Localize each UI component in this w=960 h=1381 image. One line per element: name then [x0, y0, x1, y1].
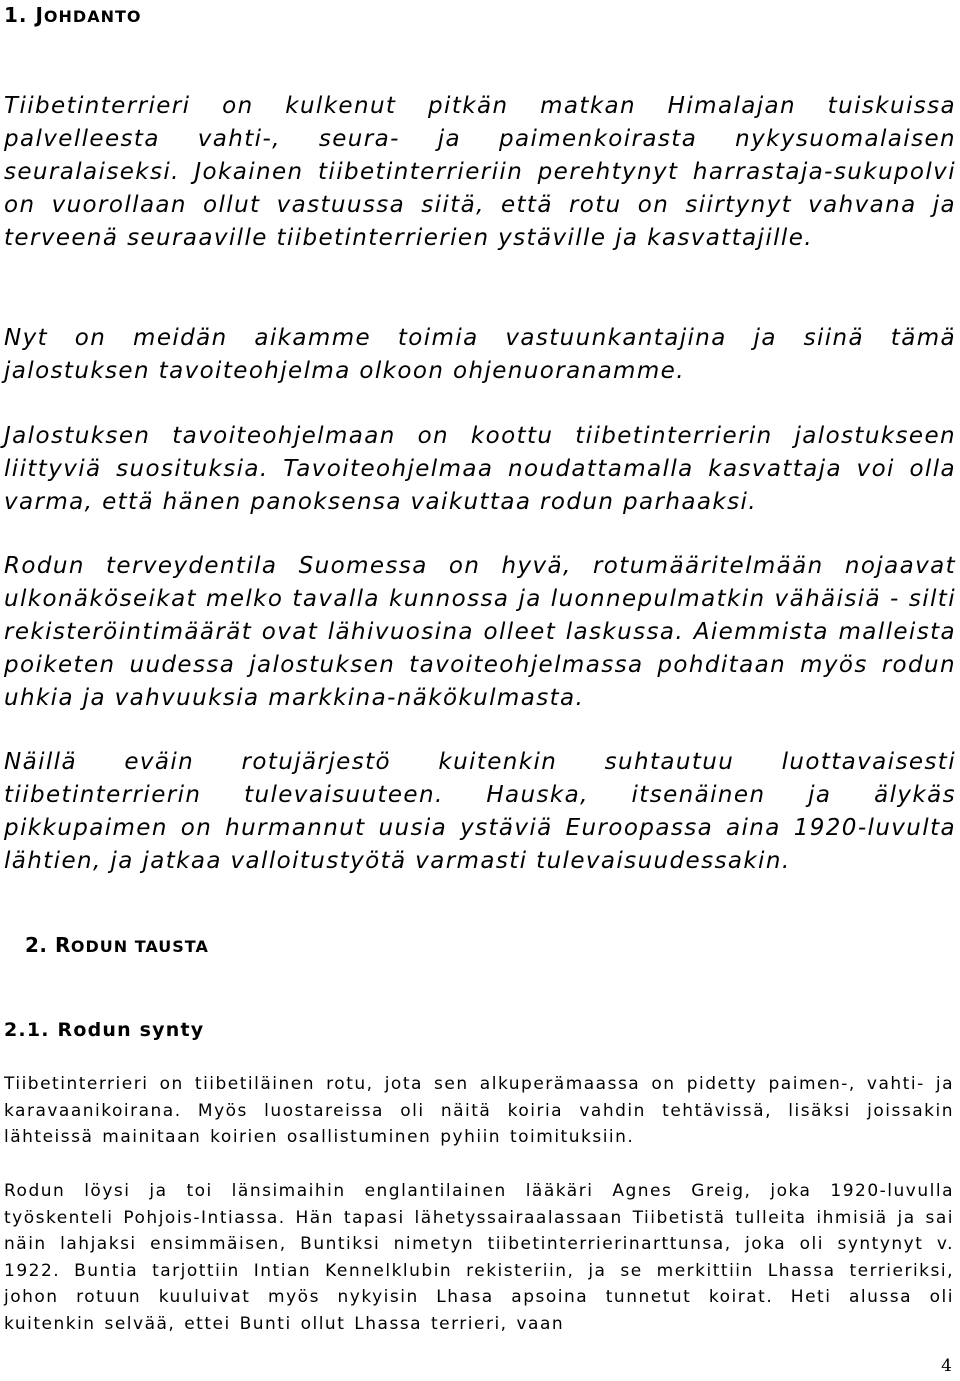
heading-text: OHDANTO	[43, 7, 142, 26]
page-number: 4	[941, 1356, 952, 1376]
heading-number: 2. R	[25, 933, 71, 957]
subsection-heading-rodun-synty: 2.1. Rodun synty	[4, 1019, 205, 1041]
body-paragraph-1: Tiibetinterrieri on tiibetiläinen rotu, jota sen alkuperämaassa on pidetty paimen-, vahti- ja karavaanikoirana. Myös luostareissa oli näitä koiria vahdin tehtävissä, lisäksi joissakin lähteissä mainitaan koirien osallistuminen pyhiin toimituksiin.	[4, 1074, 954, 1147]
intro-paragraph-1: Tiibetinterrieri on kulkenut pitkän matkan Himalajan tuiskuissa palvelleesta vahti-, seura- ja paimenkoirasta nykysuomalaisen seuralaiseksi. Jokainen tiibetinterrieriin perehtynyt harrastaja-sukupolvi on vuorollaan ollut vastuussa siitä, että rotu on siirtynyt vahvana ja terveenä seuraaville tiibetinterrierien ystäville ja kasvattajille.	[4, 93, 956, 251]
intro-paragraph-3: Jalostuksen tavoiteohjelmaan on koottu tiibetinterrierin jalostukseen liittyviä suosituksia. Tavoiteohjelmaa noudattamalla kasvattaja voi olla varma, että hänen panoksensa vaikuttaa rodun parhaaksi.	[4, 423, 956, 515]
heading-number: 1. J	[4, 3, 44, 27]
intro-paragraph-5: Näillä eväin rotujärjestö kuitenkin suhtautuu luottavaisesti tiibetinterrierin tulevaisuuteen. Hauska, itsenäinen ja älykäs pikkupaimen on hurmannut uusia ystäviä Euroopassa aina 1920-luvulta lähtien, ja jatkaa valloitustyötä varmasti tulevaisuudessakin.	[4, 749, 956, 874]
intro-paragraph-4: Rodun terveydentila Suomessa on hyvä, rotumääritelmään nojaavat ulkonäköseikat melko tavalla kunnossa ja luonnepulmatkin vähäisiä - silti rekisteröintimäärät ovat lähivuosina olleet laskussa. Aiemmista malleista poiketen uudessa jalostuksen tavoiteohjelmassa pohditaan myös rodun uhkia ja vahvuuksia markkina-näkökulmasta.	[4, 553, 956, 711]
section-heading-rodun-tausta	[25, 930, 209, 962]
body-paragraph-2: Rodun löysi ja toi länsimaihin englantilainen lääkäri Agnes Greig, joka 1920-luvulla työskenteli Pohjois-Intiassa. Hän tapasi lähetyssairaalassaan Tiibetistä tulleita ihmisiä ja sai näin lahjaksi ensimmäisen, Buntiksi nimetyn tiibetinterrierinarttunsa, joka oli syntynyt v. 1922. Buntia tarjottiin Intian Kennelklubin rekisteriin, ja se merkittiin Lhassa terrieriksi, johon rotuun kuuluivat myös nykyisin Lhasa apsoina tunnetut koirat. Heti alussa oli kuitenkin selvää, ettei Bunti ollut Lhassa terrieri, vaan	[4, 1181, 954, 1334]
intro-paragraph-2: Nyt on meidän aikamme toimia vastuunkantajina ja siinä tämä jalostuksen tavoiteohjelma olkoon ohjenuoranamme.	[4, 325, 956, 384]
heading-text: ODUN TAUSTA	[70, 937, 209, 956]
section-heading-johdanto	[4, 0, 141, 32]
